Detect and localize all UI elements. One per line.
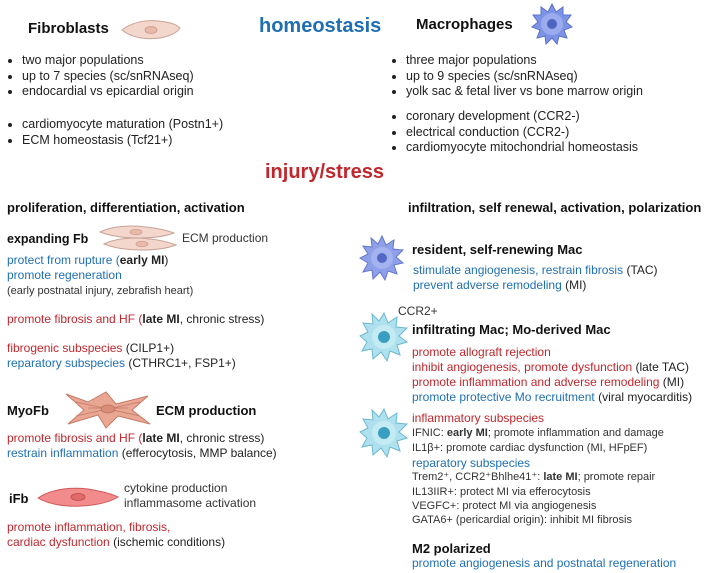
effect-text: restrain inflammation bbox=[7, 446, 119, 460]
effect-text-end: , chronic stress) bbox=[179, 312, 265, 326]
gata6-subspecies: GATA6+ (pericardial origin): inhibit MI fibrosis bbox=[412, 514, 632, 526]
effect-text: promote fibrosis and HF ( bbox=[7, 312, 143, 326]
resident-mac-label: resident, self-renewing Mac bbox=[412, 242, 583, 257]
vegfc-subspecies: VEGFC+: protect MI via angiogenesis bbox=[412, 500, 597, 512]
reparatory-subspecies bbox=[7, 356, 236, 371]
ifb-inflammasome-label: inflammasome activation bbox=[124, 496, 257, 510]
ifb-effect-1: promote inflammation, fibrosis, bbox=[7, 520, 171, 534]
fibroblast-fact: • two major populations bbox=[22, 53, 194, 69]
macrophage-function: • coronary development (CCR2-) bbox=[406, 109, 638, 125]
effect-condition: late MI bbox=[142, 312, 180, 326]
subspecies-macrophage-icon bbox=[358, 407, 410, 459]
macrophage-function: • electrical conduction (CCR2-) bbox=[406, 125, 638, 141]
effect-detail: (MI) bbox=[659, 375, 685, 389]
subspecies-effect: ; promote repair bbox=[577, 471, 656, 483]
effect-detail: (MI) bbox=[561, 278, 587, 292]
reparatory-subspecies-heading: reparatory subspecies bbox=[412, 456, 531, 470]
subspecies-condition: late MI bbox=[543, 471, 578, 483]
effect-text: promote fibrosis and HF ( bbox=[7, 431, 143, 445]
infiltrating-mac-effect-2 bbox=[412, 360, 689, 375]
ifb-cytokine-label: cytokine production bbox=[124, 481, 228, 495]
effect-text: prevent adverse remodeling bbox=[413, 278, 562, 292]
m2-effect-1: promote angiogenesis and postnatal regeneration bbox=[412, 556, 677, 570]
macrophage-fact: • three major populations bbox=[406, 53, 643, 69]
left-column-heading: proliferation, differentiation, activation bbox=[7, 200, 245, 215]
fibroblast-functions-list bbox=[4, 117, 223, 148]
macrophage-functions-list bbox=[388, 109, 638, 156]
effect-detail: (late TAC) bbox=[632, 360, 690, 374]
ifnic-subspecies bbox=[412, 427, 664, 440]
fibrogenic-subspecies bbox=[7, 341, 174, 356]
myofb-label: MyoFb bbox=[7, 403, 49, 418]
macrophage-cell-icon bbox=[530, 2, 574, 46]
injury-stress-title: injury/stress bbox=[265, 161, 384, 183]
effect-text: stimulate angiogenesis, restrain fibrosis bbox=[413, 263, 624, 277]
subspecies-condition: early MI bbox=[446, 427, 488, 439]
effect-text: inhibit angiogenesis, promote dysfunction bbox=[412, 360, 633, 374]
fibroblast-function: • cardiomyocyte maturation (Postn1+) bbox=[22, 117, 223, 133]
effect-text: promote inflammation and adverse remodeling bbox=[412, 375, 660, 389]
subspecies-name: fibrogenic subspecies bbox=[7, 341, 123, 355]
expanding-fb-effect-2: promote regeneration bbox=[7, 268, 122, 282]
fibroblast-fact: • up to 7 species (sc/snRNAseq) bbox=[22, 69, 194, 85]
trem2-subspecies bbox=[412, 471, 655, 484]
myofb-effect-1 bbox=[7, 431, 264, 446]
resident-macrophage-icon bbox=[358, 234, 406, 282]
expanding-fb-effect-1 bbox=[7, 253, 168, 268]
macrophage-facts-list bbox=[388, 53, 643, 100]
fibroblast-cell-icon bbox=[120, 16, 182, 42]
expanding-fibroblast-icon bbox=[96, 222, 180, 252]
ifb-label: iFb bbox=[9, 491, 29, 506]
infiltrating-mac-effect-4 bbox=[412, 390, 692, 405]
resident-mac-effect-2 bbox=[413, 278, 586, 293]
il1b-subspecies: IL1β+: promote cardiac dysfunction (MI, HFpEF) bbox=[412, 442, 648, 454]
effect-detail: (viral myocarditis) bbox=[594, 390, 693, 404]
fibroblasts-title: Fibroblasts bbox=[28, 20, 109, 37]
infiltrating-mac-label: infiltrating Mac; Mo-derived Mac bbox=[412, 322, 611, 337]
resident-mac-effect-1 bbox=[413, 263, 658, 278]
effect-condition: early MI bbox=[119, 253, 165, 267]
myofibroblast-icon bbox=[62, 388, 154, 430]
subspecies-name: reparatory subspecies bbox=[7, 356, 126, 370]
expanding-fb-effect-3: (early postnatal injury, zebrafish heart) bbox=[7, 285, 194, 297]
infiltrating-mac-effect-1: promote allograft rejection bbox=[412, 345, 551, 359]
fibroblast-facts-list bbox=[4, 53, 194, 100]
effect-text: promote protective Mo recruitment bbox=[412, 390, 595, 404]
right-column-heading: infiltration, self renewal, activation, polarization bbox=[408, 200, 702, 215]
il13-subspecies: IL13IIR+: protect MI via efferocytosis bbox=[412, 486, 591, 498]
expanding-fb-effect-4 bbox=[7, 312, 264, 327]
macrophage-function: • cardiomyocyte mitochondrial homeostasis bbox=[406, 140, 638, 156]
macrophages-title: Macrophages bbox=[416, 16, 513, 33]
effect-detail: (efferocytosis, MMP balance) bbox=[118, 446, 277, 460]
effect-text-end: ) bbox=[164, 253, 169, 267]
effect-text: cardiac dysfunction bbox=[7, 535, 110, 549]
expanding-fb-label: expanding Fb bbox=[7, 232, 89, 246]
subspecies-name: IFNIC: bbox=[412, 427, 447, 439]
homeostasis-title: homeostasis bbox=[259, 15, 382, 37]
myofb-ecm-label: ECM production bbox=[156, 403, 257, 418]
effect-condition: late MI bbox=[142, 431, 180, 445]
inflammatory-subspecies-heading: inflammatory subspecies bbox=[412, 411, 545, 425]
effect-detail: (TAC) bbox=[623, 263, 658, 277]
expanding-fb-ecm-label: ECM production bbox=[182, 231, 269, 245]
macrophage-fact: • yolk sac & fetal liver vs bone marrow origin bbox=[406, 84, 643, 100]
myofb-effect-2 bbox=[7, 446, 277, 461]
inflammatory-fibroblast-icon bbox=[36, 483, 120, 511]
ccr2-marker-label: CCR2+ bbox=[398, 304, 438, 318]
infiltrating-mac-effect-3 bbox=[412, 375, 684, 390]
subspecies-effect: ; promote inflammation and damage bbox=[487, 427, 664, 439]
fibroblast-fact: • endocardial vs epicardial origin bbox=[22, 84, 194, 100]
ifb-effect-2 bbox=[7, 535, 225, 550]
subspecies-marker: (CTHRC1+, FSP1+) bbox=[125, 356, 236, 370]
infiltrating-macrophage-icon bbox=[358, 311, 410, 363]
m2-polarized-label: M2 polarized bbox=[412, 541, 491, 556]
effect-detail: (ischemic conditions) bbox=[109, 535, 226, 549]
effect-text: protect from rupture ( bbox=[7, 253, 120, 267]
fibroblast-function: • ECM homeostasis (Tcf21+) bbox=[22, 133, 223, 149]
macrophage-fact: • up to 9 species (sc/snRNAseq) bbox=[406, 69, 643, 85]
subspecies-marker: (CILP1+) bbox=[122, 341, 175, 355]
subspecies-name: Trem2⁺, CCR2⁺Bhlhe41⁺: bbox=[412, 471, 544, 483]
effect-text-end: , chronic stress) bbox=[179, 431, 265, 445]
